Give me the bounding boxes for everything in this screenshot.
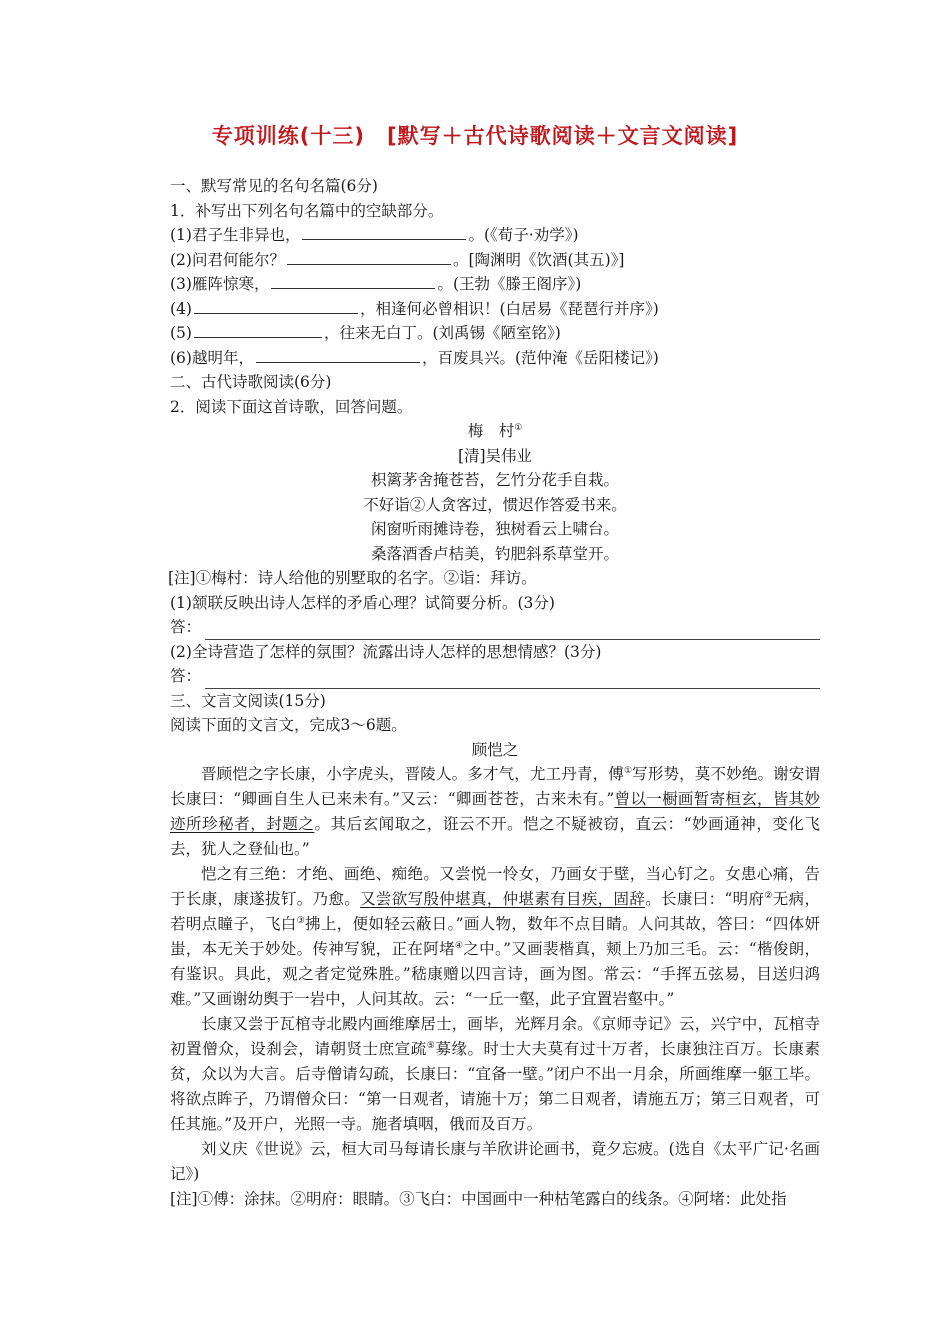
- poem-author: [清]吴伟业: [457, 446, 533, 465]
- poem-line: 枳篱茅舍掩苍苔，乞竹分花手自栽。: [370, 471, 619, 489]
- answer-row: 答：: [170, 615, 820, 640]
- underlined-sentence: 曾以一橱画暂寄桓玄，皆其妙迹所珍秘者，封题之: [170, 790, 820, 833]
- poem-line: 闲窗听雨摊诗卷，独树看云上啸台。: [370, 520, 619, 538]
- question-text: 2．阅读下面这首诗歌，回答问题。: [170, 397, 413, 416]
- footnote-mark: ⑤: [426, 1040, 436, 1051]
- question-text: 1．补写出下列名句名篇中的空缺部分。: [170, 201, 444, 220]
- footnote-mark: ①: [623, 765, 633, 776]
- footnote-mark: ②: [764, 890, 773, 901]
- passage-paragraph: 刘义庆《世说》云，桓大司马每请长康与羊欣讲论画书，竟夕忘疲。(选自《太平广记·名画记》): [170, 1140, 820, 1183]
- blank-field[interactable]: [194, 298, 358, 314]
- passage-paragraph: 长康又尝于瓦棺寺北殿内画维摩居士，画毕，光辉月余。《京师寺记》云，兴宁中，瓦棺寺初置僧众，设刹会，请朝贤士庶宣疏⑤募缘。时士大夫莫有过十万者，长康独注百万。长康素贫，众以为大言。后寺僧请勾疏，长康曰：“宜备一壁。”闭户不出一月余，所画维摩一躯工毕。将欲点眸子，乃谓僧众曰：“第一日观者，请施十万；第二日观者，请施五万；第三日观者，可任其施。”及开户，光照一寺。施者填咽，俄而及百万。: [170, 1015, 820, 1133]
- sub-question: (1)颔联反映出诗人怎样的矛盾心理？试简要分析。(3分): [170, 593, 555, 612]
- fill-item: (3)雁阵惊寒， 。(王勃《滕王阁序》): [170, 275, 582, 293]
- fill-item: (4) ，相逢何必曾相识！(白居易《琵琶行并序》): [170, 299, 659, 318]
- fill-item: (1)君子生非异也， 。(《荀子·劝学》): [170, 226, 579, 244]
- sub-question: (2)全诗营造了怎样的氛围？流露出诗人怎样的思想情感？(3分): [170, 642, 602, 661]
- underlined-sentence: 又尝欲写殷仲堪真，仲堪素有目疾，固辞: [360, 890, 646, 908]
- section-dictation: [170, 174, 820, 1212]
- instruction-text: 阅读下面的文言文，完成3～6题。: [170, 716, 407, 734]
- section-heading: 三、文言文阅读(15分): [170, 691, 326, 710]
- passage-paragraph: 恺之有三绝：才绝、画绝、痴绝。又尝悦一怜女，乃画女于壁，当心钉之。女患心痛，告于长康，康遂拔钉。乃愈。又尝欲写殷仲堪真，仲堪素有目疾，固辞。长康曰：“明府②无病，若明点瞳子，飞白③拂上，便如轻云蔽日。”画人物，数年不点目睛。人问其故，答曰：“四体妍蚩，本无关于妙处。传神写貌，正在阿堵④之中。”又画裴楷真，颊上乃加三毛。云：“楷俊朗，有鉴识。具此，观之者定觉殊胜。”嵇康赠以四言诗，画为图。常云：“手挥五弦易，目送归鸿难。”又画谢幼舆于一岩中，人问其故。云：“一丘一壑，此子宜置岩壑中。”: [170, 865, 820, 1008]
- answer-row: 答：: [170, 664, 820, 689]
- footnote-mark: ①: [514, 422, 523, 433]
- footnote-mark: ③: [296, 915, 306, 926]
- blank-field[interactable]: [256, 347, 420, 363]
- section-heading: 二、古代诗歌阅读(6分): [170, 373, 332, 391]
- fill-item: (6)越明年， ，百废具兴。(范仲淹《岳阳楼记》): [170, 348, 659, 367]
- poem-line: 桑落酒香卢桔美，钓肥斜系草堂开。: [370, 544, 619, 563]
- footnote-mark: ④: [454, 940, 464, 951]
- page-title: 专项训练(十三) [默写＋古代诗歌阅读＋文言文阅读]: [211, 124, 739, 148]
- passage-paragraph: 晋顾恺之字长康，小字虎头，晋陵人。多才气，尤工丹青，傅①写形势，莫不妙绝。谢安谓长康曰：“卿画自生人已来未有。”又云：“卿画苍苍，古来未有。”曾以一橱画暂寄桓玄，皆其妙迹所珍秘者，封题之。其后玄闻取之，诳云不开。恺之不疑被窃，直云：“妙画通神，变化飞去，犹人之登仙也。”: [170, 765, 820, 858]
- poem-line: 不好诣②人贪客过，惯迟作答爱书来。: [363, 495, 627, 514]
- section-heading: 一、默写常见的名句名篇(6分): [170, 177, 378, 195]
- blank-field[interactable]: [287, 249, 451, 265]
- fill-item: (5) ，往来无白丁。(刘禹锡《陋室铭》): [170, 324, 561, 342]
- passage-note: [注]①傅：涂抹。②明府：眼睛。③飞白：中国画中一种枯笔露白的线条。④阿堵：此处指: [170, 1190, 787, 1208]
- passage-title: 顾恺之: [471, 740, 519, 759]
- blank-field[interactable]: [302, 224, 466, 240]
- blank-field[interactable]: [271, 273, 435, 289]
- answer-field[interactable]: [205, 672, 820, 689]
- blank-field[interactable]: [194, 322, 322, 338]
- answer-field[interactable]: [205, 623, 820, 640]
- poem-note: [注]①梅村：诗人给他的别墅取的名字。②诣：拜访。: [168, 569, 537, 587]
- fill-item: (2)问君何能尔？ 。[陶渊明《饮酒(其五)》]: [170, 250, 625, 269]
- poem-title: 梅 村①: [467, 422, 523, 440]
